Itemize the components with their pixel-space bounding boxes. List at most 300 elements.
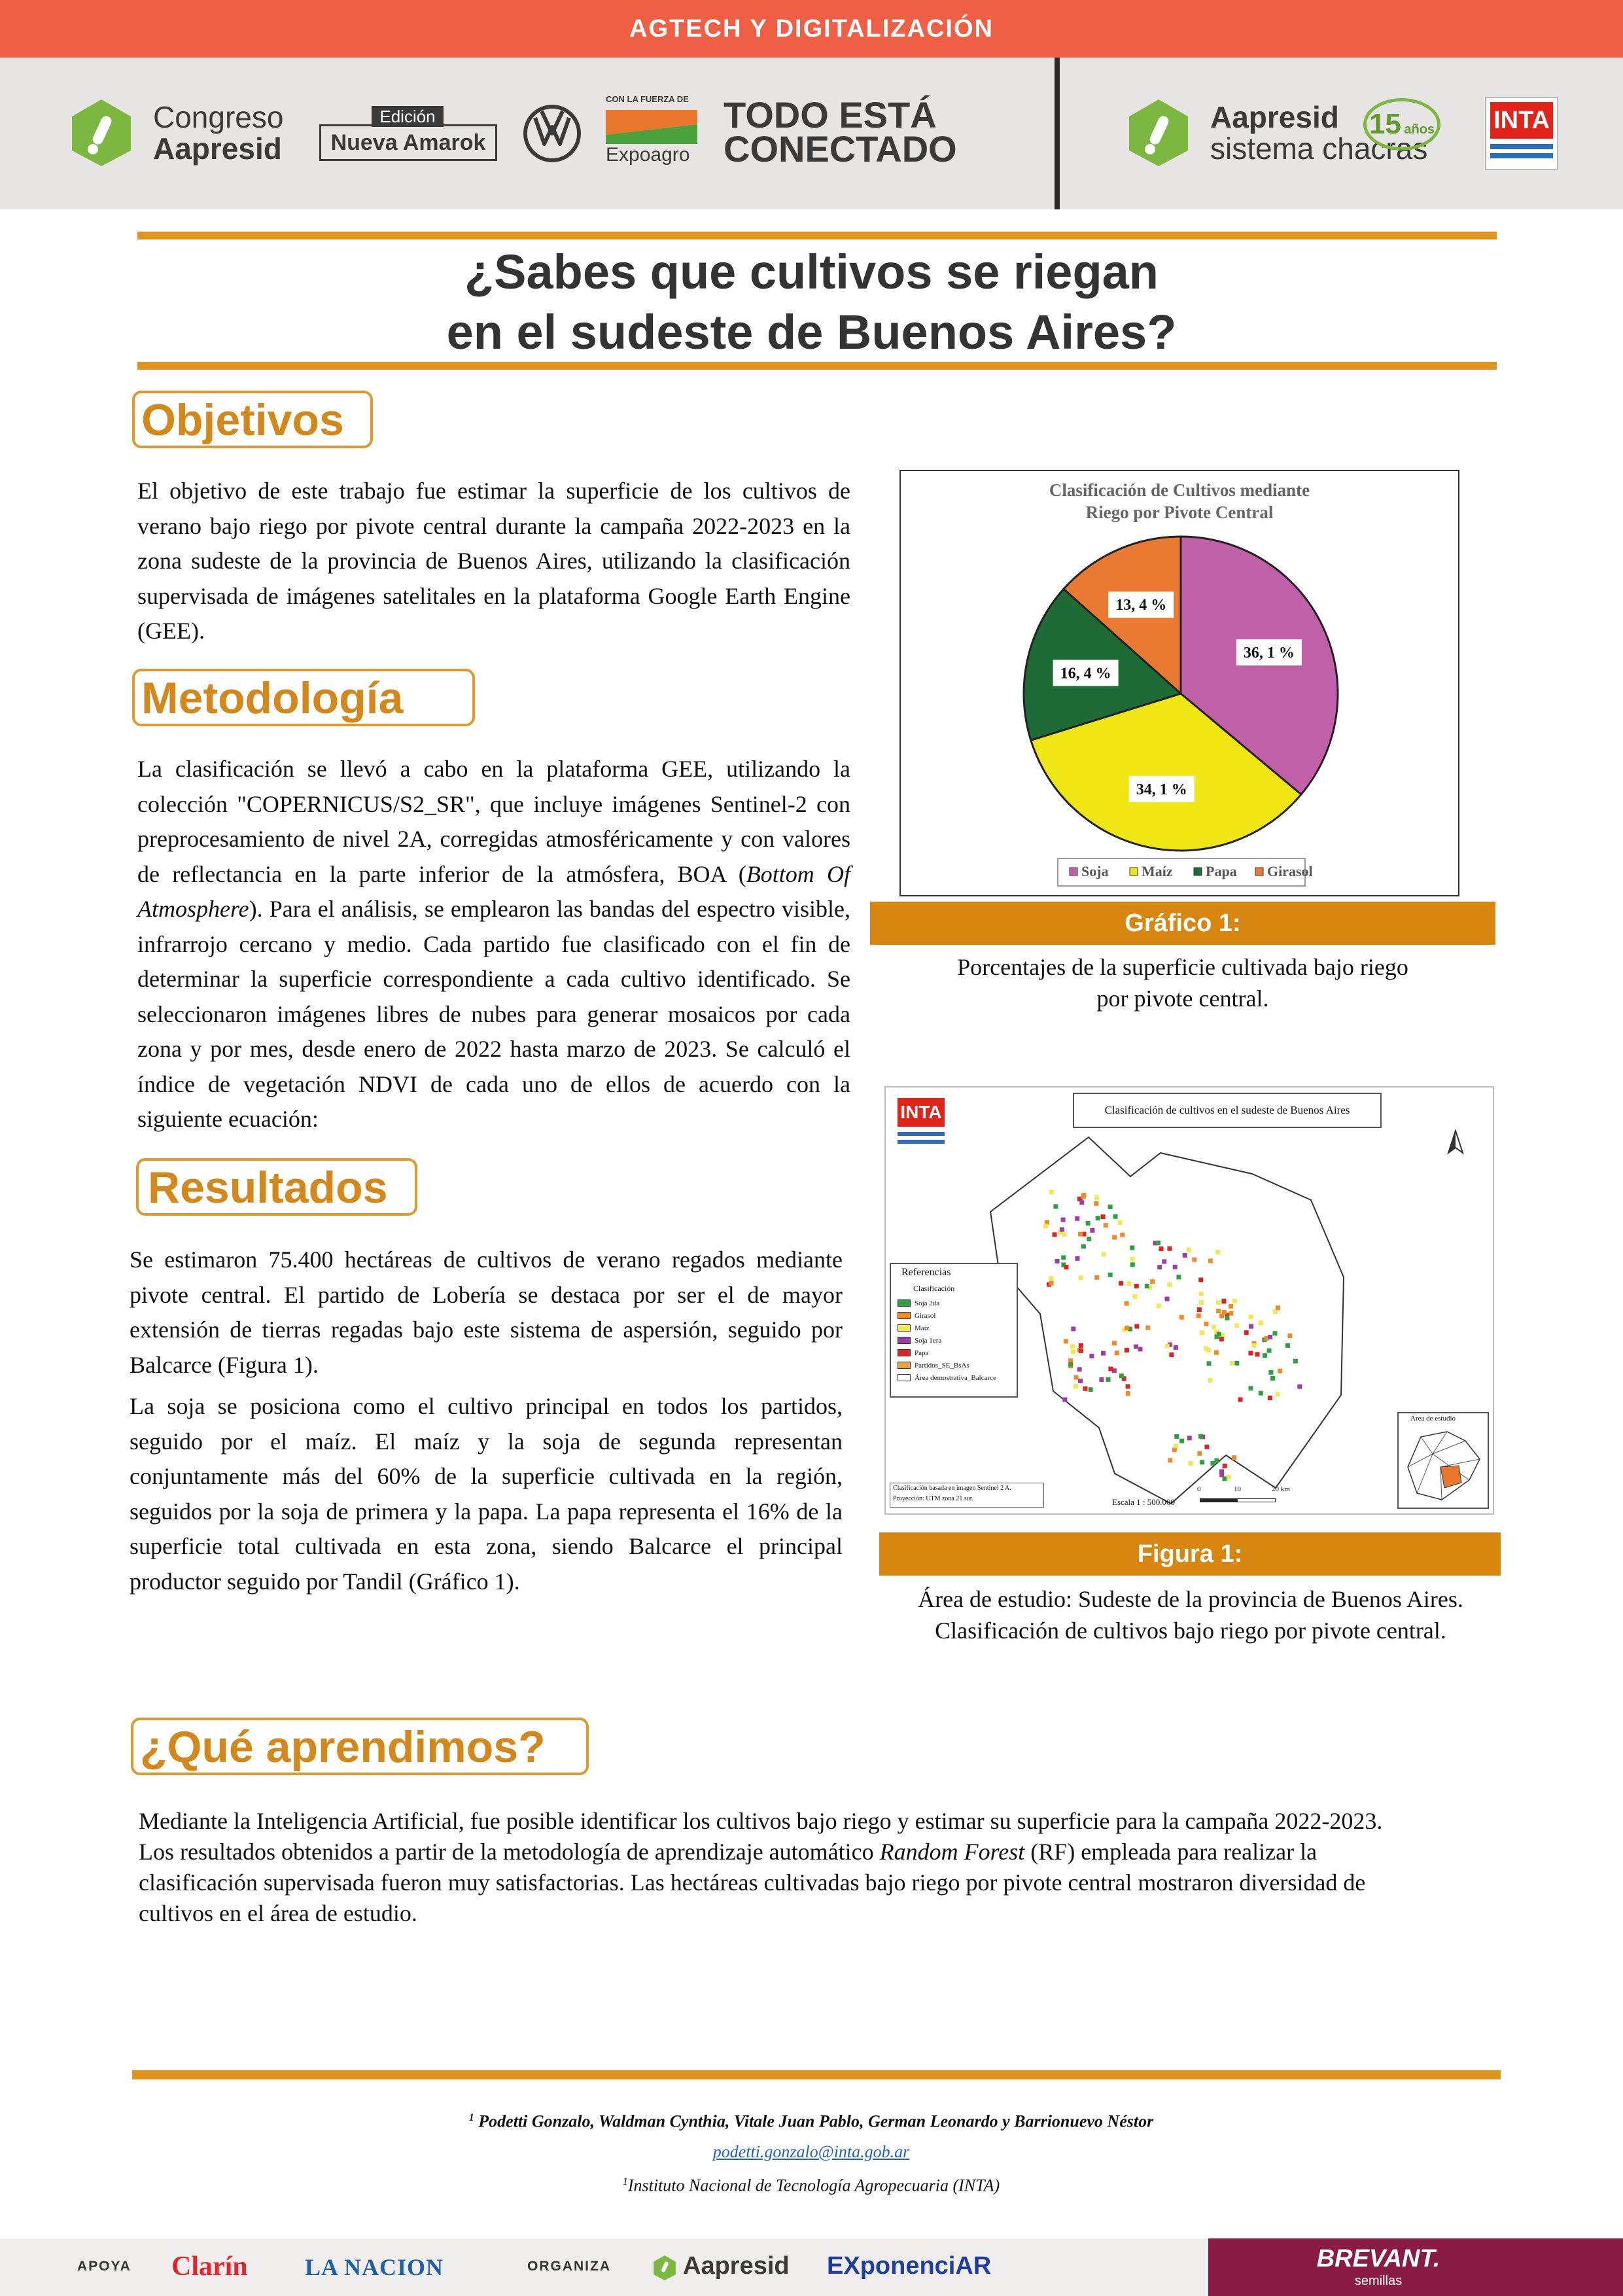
map-pivot-dot bbox=[1100, 1214, 1105, 1219]
resultados-p1: Se estimaron 75.400 hectáreas de cultivos de verano regados mediante pivote central. El partido de Lobería se destaca por ser el de mayor extensión de tierras regadas bajo este sistema de aspersión, seguido por Balcarce (Figura 1). bbox=[130, 1246, 843, 1378]
legend-label-girasol: Girasol bbox=[1267, 863, 1313, 879]
map-pivot-dot bbox=[1157, 1265, 1162, 1269]
map-pivot-dot bbox=[1134, 1324, 1139, 1329]
map-pivot-dot bbox=[1238, 1398, 1243, 1402]
congreso-aapresid-logo bbox=[63, 97, 292, 169]
map-pivot-dot bbox=[1276, 1305, 1280, 1310]
map-legend-item bbox=[898, 1309, 996, 1322]
map-pivot-dot bbox=[1272, 1331, 1277, 1335]
map-pivot-dot bbox=[1089, 1354, 1094, 1358]
map-pivot-dot bbox=[1268, 1370, 1273, 1375]
map-pivot-dot bbox=[1285, 1343, 1290, 1348]
map-scale-tick-0: 0 bbox=[1197, 1485, 1201, 1493]
svg-text:16, 4 %: 16, 4 % bbox=[1060, 665, 1111, 682]
map-legend-swatch bbox=[898, 1362, 911, 1369]
congreso-line2: Aapresid bbox=[153, 132, 282, 166]
legend-label-papa: Papa bbox=[1206, 863, 1237, 879]
map-pivot-dot bbox=[1293, 1359, 1298, 1364]
map-pivot-dot bbox=[1081, 1194, 1086, 1199]
map-pivot-dot bbox=[1229, 1311, 1233, 1316]
authors-email-link[interactable]: podetti.gonzalo@inta.gob.ar bbox=[712, 2142, 910, 2161]
authors bbox=[131, 2103, 1492, 2200]
map-pivot-dot bbox=[1099, 1377, 1104, 1382]
map-pivot-dot bbox=[1132, 1294, 1137, 1299]
map-pivot-dot bbox=[1249, 1315, 1253, 1319]
chacras-leaf-icon bbox=[1120, 97, 1197, 169]
legend-swatch-soja bbox=[1070, 868, 1077, 875]
map-pivot-dot bbox=[1197, 1307, 1202, 1312]
slogan bbox=[724, 94, 1011, 169]
map-pivot-dot bbox=[1052, 1232, 1056, 1237]
map-pivot-dot bbox=[1064, 1339, 1068, 1343]
map-pivot-dot bbox=[1198, 1434, 1203, 1439]
map-legend-label: Área demostrativa_Balcarce bbox=[915, 1373, 996, 1382]
map-legend-swatch bbox=[898, 1324, 911, 1332]
legend-swatch-girasol bbox=[1255, 868, 1263, 875]
map-pivot-dot bbox=[1130, 1245, 1134, 1250]
inta-logo-text: INTA bbox=[1490, 102, 1553, 139]
slogan-line2: CONECTADO bbox=[724, 128, 957, 169]
map-pivot-dot bbox=[1165, 1344, 1170, 1349]
map-pivot-dot bbox=[1087, 1237, 1091, 1241]
authors-sup: 1 bbox=[468, 2112, 474, 2123]
map-legend bbox=[890, 1263, 1018, 1398]
map-pivot-dot bbox=[1169, 1352, 1174, 1357]
title-rule-top bbox=[137, 232, 1497, 239]
metodologia-text bbox=[137, 752, 850, 1137]
map-pivot-dot bbox=[1217, 1332, 1221, 1337]
edicion-label: Edición bbox=[372, 106, 444, 127]
map-note-line2: Proyección: UTM zona 21 sur. bbox=[893, 1495, 974, 1502]
map-pivot-dot bbox=[1145, 1326, 1150, 1330]
congreso-line1: Congreso bbox=[153, 100, 284, 134]
figura-caption-bar: Figura 1: bbox=[879, 1532, 1501, 1576]
map-pivot-dot bbox=[1126, 1384, 1130, 1388]
title-line2: en el sudeste de Buenos Aires? bbox=[446, 305, 1177, 359]
map-legend-subtitle: Clasificación bbox=[913, 1284, 955, 1293]
map-pivot-dot bbox=[1263, 1353, 1267, 1358]
title-line1: ¿Sabes que cultivos se riegan bbox=[464, 245, 1159, 299]
authors-names: Podetti Gonzalo, Waldman Cynthia, Vitale Juan Pablo, German Leonardo y Barrionuevo Néstor bbox=[478, 2111, 1154, 2131]
map-pivot-dot bbox=[1197, 1451, 1202, 1456]
pie-label-soja bbox=[1236, 639, 1302, 665]
anios-label: años bbox=[1404, 122, 1435, 137]
partidos-outline bbox=[990, 1137, 1344, 1504]
map-pivot-dot bbox=[1134, 1345, 1138, 1349]
edicion-badge bbox=[319, 106, 497, 161]
map-pivot-dot bbox=[1168, 1458, 1172, 1462]
anios-badge bbox=[1363, 98, 1440, 150]
resultados-p2: La soja se posiciona como el cultivo principal en todos los partidos, seguido por el maíz. El maíz y la soja de segunda representan conjuntamente más del 60% de la superficie cultivada en la región, seguidos por la soja de primera y la papa. La papa representa el 16% de la superficie total cultivada en esta zona, siendo Balcarce el principal productor seguido por Tandil (Gráfico 1). bbox=[130, 1393, 843, 1595]
chart-title-line1: Clasificación de Cultivos mediante bbox=[1049, 480, 1310, 500]
anios-number: 15 bbox=[1369, 108, 1401, 140]
map-pivot-dot bbox=[1064, 1265, 1068, 1269]
map-pivot-dot bbox=[1043, 1224, 1048, 1228]
map-pivot-dot bbox=[1248, 1386, 1253, 1390]
aprendimos-text bbox=[139, 1806, 1499, 1929]
map-pivot-dot bbox=[1232, 1299, 1237, 1303]
title-rule-bottom bbox=[137, 362, 1497, 370]
map-pivot-dot bbox=[1179, 1315, 1184, 1320]
map-pivot-dot bbox=[1106, 1377, 1111, 1382]
map-pivot-dot bbox=[1130, 1257, 1135, 1262]
map-pivot-dot bbox=[1126, 1281, 1131, 1286]
map-pivot-dot bbox=[1081, 1244, 1086, 1248]
figura-caption bbox=[870, 1583, 1511, 1646]
map-pivot-dot bbox=[1125, 1348, 1129, 1352]
map-pivot-dot bbox=[1079, 1343, 1083, 1348]
map-pivot-dot bbox=[1112, 1341, 1117, 1345]
map-pivot-dot bbox=[1120, 1233, 1125, 1237]
map-pivot-dot bbox=[1276, 1392, 1280, 1396]
map-pivot-dot bbox=[1225, 1316, 1229, 1320]
map-pivot-dot bbox=[1049, 1276, 1053, 1280]
map-pivot-dot bbox=[1198, 1277, 1203, 1282]
map-pivot-dot bbox=[1108, 1205, 1113, 1209]
map-pivot-dot bbox=[1259, 1320, 1263, 1325]
map-legend-items bbox=[898, 1297, 996, 1384]
svg-text:36, 1 %: 36, 1 % bbox=[1243, 645, 1295, 662]
map-note-line1: Clasificación basada en imagen Sentinel 2 A. bbox=[893, 1485, 1011, 1492]
map-pivot-dot bbox=[1108, 1367, 1113, 1371]
svg-text:13, 4 %: 13, 4 % bbox=[1115, 597, 1167, 614]
institution-sup: 1 bbox=[622, 2176, 628, 2187]
map-legend-swatch bbox=[898, 1337, 911, 1344]
map-pivot-dot bbox=[1125, 1326, 1129, 1330]
map-pivot-dot bbox=[1248, 1351, 1253, 1356]
map-pivot-dot bbox=[1078, 1379, 1083, 1383]
map-pivot-dot bbox=[1134, 1284, 1139, 1288]
inset-province-icon bbox=[1401, 1428, 1486, 1506]
expoagro-top: CON LA FUERZA DE bbox=[606, 94, 689, 104]
map-pivot-dot bbox=[1206, 1348, 1211, 1352]
map-pivot-dot bbox=[1075, 1216, 1079, 1221]
inta-stripe-2 bbox=[1490, 153, 1553, 158]
map-title: Clasificación de cultivos en el sudeste de Buenos Aires bbox=[1073, 1093, 1382, 1128]
footer-brevant: BREVANT. bbox=[1316, 2245, 1440, 2272]
edicion-name: Nueva Amarok bbox=[319, 124, 497, 161]
resultados-heading: Resultados bbox=[136, 1158, 417, 1216]
map-pivot-dot bbox=[1090, 1228, 1094, 1233]
map-pivot-dot bbox=[1102, 1252, 1106, 1257]
expoagro-mark-icon bbox=[606, 110, 697, 144]
footer-lanacion: LA NACION bbox=[305, 2254, 444, 2280]
map-pivot-dot bbox=[1053, 1204, 1058, 1209]
map-pivot-dot bbox=[1125, 1301, 1129, 1306]
pie-chart-svg bbox=[901, 471, 1458, 895]
metodologia-heading: Metodología bbox=[132, 669, 475, 726]
map-pivot-dot bbox=[1094, 1201, 1098, 1206]
map-pivot-dot bbox=[1189, 1461, 1193, 1466]
footer-exponencial: EXponenciAR bbox=[827, 2252, 992, 2280]
map-pivot-dot bbox=[1179, 1439, 1184, 1443]
map-pivot-dot bbox=[1278, 1369, 1282, 1373]
map-pivot-dot bbox=[1083, 1386, 1087, 1391]
vw-logo-icon bbox=[522, 103, 582, 164]
map-pivot-dot bbox=[1208, 1378, 1212, 1383]
aprendimos-line2 bbox=[139, 1837, 1499, 1867]
pie-label-maíz bbox=[1129, 776, 1195, 802]
map-pivot-dot bbox=[1068, 1362, 1073, 1366]
map-pivot-dot bbox=[1255, 1352, 1260, 1356]
map-pivot-dot bbox=[1089, 1387, 1093, 1392]
map-pivot-dot bbox=[1138, 1347, 1142, 1351]
sistema-chacras-logo bbox=[1120, 97, 1460, 169]
legend-swatch-maíz bbox=[1130, 868, 1138, 875]
map-pivot-dot bbox=[1119, 1281, 1123, 1286]
aprendimos-line2-b: (RF) empleada para realizar la bbox=[1024, 1839, 1318, 1865]
expoagro-name: Expoagro bbox=[606, 144, 690, 166]
logo-separator bbox=[1055, 58, 1060, 209]
map-legend-label: Soja 1era bbox=[915, 1336, 942, 1345]
metodologia-text-italic: Bottom Of Atmosphere bbox=[137, 860, 850, 922]
map-pivot-dot bbox=[1252, 1343, 1257, 1348]
authors-names-row bbox=[131, 2103, 1492, 2137]
legend-label-maíz: Maíz bbox=[1142, 863, 1173, 879]
grafico-caption-line1: Porcentajes de la superficie cultivada bajo riego bbox=[957, 954, 1408, 980]
map-pivot-dot bbox=[1071, 1326, 1075, 1331]
footer-clarin: Clarín bbox=[171, 2252, 248, 2282]
footer-aapresid: Aapresid bbox=[683, 2252, 790, 2280]
svg-text:34, 1 %: 34, 1 % bbox=[1136, 781, 1187, 798]
map-pivot-dot bbox=[1118, 1220, 1123, 1225]
map-pivot-dot bbox=[1049, 1190, 1054, 1194]
metodologia-text-a: La clasificación se llevó a cabo en la plataforma GEE, utilizando la colección "COPERNICUS/S2_SR", que incluye imágenes Sentinel-2 con preprocesamiento de nivel 2A, corregidas atmosféricamente y con valores de reflectancia en la parte inferior de la atmósfera, BOA ( bbox=[137, 756, 850, 887]
map-pivot-dot bbox=[1204, 1322, 1208, 1326]
map-pivot-dot bbox=[1259, 1391, 1263, 1396]
top-banner bbox=[0, 0, 1623, 58]
map-inset bbox=[1397, 1412, 1489, 1509]
authors-rule bbox=[132, 2070, 1501, 2079]
map-pivot-dot bbox=[1212, 1325, 1216, 1330]
map-pivot-dot bbox=[1078, 1232, 1083, 1237]
map-pivot-dot bbox=[1287, 1333, 1292, 1338]
map-pivot-dot bbox=[1115, 1351, 1119, 1355]
pie-chart bbox=[899, 470, 1459, 896]
map-pivot-dot bbox=[1061, 1255, 1066, 1260]
map-legend-item bbox=[898, 1359, 996, 1371]
aapresid-leaf-icon bbox=[63, 97, 140, 169]
map-legend-swatch bbox=[898, 1312, 911, 1319]
map-pivot-dot bbox=[1159, 1246, 1164, 1251]
map-pivot-dot bbox=[1112, 1235, 1117, 1239]
map-pivot-dot bbox=[1156, 1241, 1161, 1245]
aprendimos-line1: Mediante la Inteligencia Artificial, fue posible identificar los cultivos bajo riego y estimar su superficie para la campaña 2022-2023. bbox=[139, 1808, 1383, 1834]
map-pivot-dot bbox=[1075, 1256, 1079, 1261]
map-pivot-dot bbox=[1062, 1398, 1067, 1402]
map-pivot-dot bbox=[1108, 1273, 1113, 1277]
aprendimos-line4: cultivos en el área de estudio. bbox=[139, 1900, 417, 1926]
map-pivot-dot bbox=[1249, 1324, 1253, 1329]
aprendimos-line3: clasificación supervisada fueron muy satisfactorias. Las hectáreas cultivadas bajo riego por pivote central mostraron diversidad de bbox=[139, 1869, 1366, 1896]
map-pivot-dot bbox=[1167, 1246, 1172, 1251]
authors-institution: Instituto Nacional de Tecnología Agropecuaria (INTA) bbox=[627, 2176, 1000, 2195]
map-pivot-dot bbox=[1104, 1223, 1108, 1227]
map-pivot-dot bbox=[1199, 1292, 1204, 1296]
map-pivot-dot bbox=[1162, 1259, 1166, 1263]
map-pivot-dot bbox=[1215, 1250, 1220, 1254]
map-pivot-dot bbox=[1174, 1434, 1179, 1439]
map-pivot-dot bbox=[1079, 1200, 1084, 1205]
map-pivot-dot bbox=[1173, 1265, 1178, 1269]
footer-apoya: APOYA bbox=[77, 2259, 131, 2274]
map-pivot-dot bbox=[1150, 1279, 1155, 1284]
map-legend-item bbox=[898, 1334, 996, 1347]
map-pivot-dot bbox=[1055, 1259, 1060, 1263]
map-pivot-dot bbox=[1113, 1214, 1118, 1219]
map-legend-item bbox=[898, 1371, 996, 1384]
map-pivot-dot bbox=[1219, 1337, 1224, 1341]
map-pivot-dot bbox=[1049, 1281, 1054, 1286]
map-pivot-dot bbox=[1070, 1344, 1075, 1349]
inta-logo-top bbox=[1485, 97, 1558, 170]
map-pivot-dot bbox=[1071, 1349, 1075, 1354]
figura-caption-line1: Área de estudio: Sudeste de la provincia de Buenos Aires. bbox=[918, 1586, 1463, 1612]
pie-legend bbox=[1058, 858, 1313, 886]
map-pivot-dot bbox=[1094, 1195, 1099, 1200]
map-legend-label: Soja 2da bbox=[915, 1299, 940, 1307]
objetivos-text: El objetivo de este trabajo fue estimar la superficie de los cultivos de verano bajo riego por pivote central durante la campaña 2022-2023 en la zona sudeste de la provincia de Buenos Aires, utilizando la clasificación supervisada de imágenes satelitales en la plataforma Google Earth Engine (GEE). bbox=[137, 478, 850, 644]
map-pivot-dot bbox=[1157, 1303, 1161, 1308]
map-pivot-dot bbox=[1234, 1323, 1239, 1328]
map-pivot-dot bbox=[1230, 1361, 1234, 1366]
map-pivot-dot bbox=[1077, 1367, 1082, 1371]
map-pivot-dot bbox=[1223, 1464, 1227, 1468]
map-note bbox=[890, 1483, 1044, 1508]
map-scale-tick-10: 10 bbox=[1234, 1485, 1241, 1493]
map-legend-title: Referencias bbox=[901, 1267, 951, 1278]
figura-caption-line2: Clasificación de cultivos bajo riego por pivote central. bbox=[935, 1617, 1446, 1644]
map-pivot-dot bbox=[1167, 1282, 1172, 1287]
map-pivot-dot bbox=[1210, 1461, 1215, 1466]
map-pivot-dot bbox=[1174, 1345, 1178, 1350]
map-pivot-dot bbox=[1196, 1313, 1201, 1318]
footer-aapresid-leaf-icon bbox=[650, 2253, 679, 2282]
map-scale: Escala 1 : 500.000 bbox=[1112, 1497, 1176, 1507]
map-pivot-dot bbox=[1119, 1373, 1124, 1378]
map-pivot-dot bbox=[1297, 1385, 1302, 1389]
map-legend-item bbox=[898, 1297, 996, 1309]
map-pivot-dot bbox=[1126, 1391, 1130, 1396]
expoagro-logo bbox=[606, 94, 704, 166]
pie-label-papa bbox=[1053, 660, 1119, 686]
map-pivot-dot bbox=[1079, 1275, 1083, 1280]
study-area-map bbox=[884, 1086, 1494, 1515]
map-pivot-dot bbox=[1079, 1349, 1083, 1353]
map-pivot-dot bbox=[1086, 1221, 1091, 1226]
map-pivot-dot bbox=[1229, 1304, 1233, 1309]
map-legend-item bbox=[898, 1347, 996, 1359]
map-pivot-dot bbox=[1221, 1299, 1226, 1303]
map-pivot-dot bbox=[1219, 1472, 1224, 1477]
aprendimos-line2-a: Los resultados obtenidos a partir de la metodología de aprendizaje automático bbox=[139, 1839, 880, 1865]
grafico-caption-line2: por pivote central. bbox=[1096, 985, 1269, 1012]
map-pivot-dot bbox=[1096, 1216, 1100, 1220]
authors-email-row bbox=[131, 2137, 1492, 2167]
map-legend-label: Partidos_SE_BsAs bbox=[915, 1361, 969, 1369]
map-pivot-dot bbox=[1061, 1218, 1066, 1222]
map-pivot-dot bbox=[1200, 1330, 1204, 1335]
map-pivot-dot bbox=[1187, 1248, 1191, 1252]
map-pivot-dot bbox=[1232, 1455, 1236, 1460]
map-pivot-dot bbox=[1073, 1384, 1078, 1388]
map-pivot-dot bbox=[1214, 1351, 1219, 1355]
map-legend-label: Maíz bbox=[915, 1324, 930, 1332]
map-pivot-dot bbox=[1270, 1376, 1275, 1381]
inta-stripes bbox=[1490, 144, 1553, 149]
map-scale-tick-20: 20 km bbox=[1272, 1485, 1290, 1493]
map-pivot-dot bbox=[1214, 1458, 1219, 1463]
map-pivot-dot bbox=[1094, 1275, 1099, 1280]
map-pivot-dot bbox=[1234, 1361, 1239, 1366]
map-pivot-dot bbox=[1207, 1361, 1212, 1366]
map-pivot-dot bbox=[1208, 1258, 1213, 1263]
legend-label-soja: Soja bbox=[1081, 863, 1109, 879]
map-legend-label: Papa bbox=[915, 1349, 929, 1357]
grafico-caption-bar: Gráfico 1: bbox=[870, 902, 1495, 945]
map-pivot-dot bbox=[1130, 1262, 1135, 1267]
map-pivot-dot bbox=[1074, 1375, 1079, 1379]
map-legend-item bbox=[898, 1322, 996, 1334]
aprendimos-heading: ¿Qué aprendimos? bbox=[131, 1718, 589, 1775]
chart-title-line2: Riego por Pivote Central bbox=[1085, 503, 1274, 522]
map-pivot-dot bbox=[1165, 1297, 1170, 1301]
map-pivot-dot bbox=[1062, 1232, 1066, 1237]
map-pivot-dot bbox=[1244, 1330, 1249, 1335]
slogan-line1: TODO ESTÁ bbox=[724, 94, 937, 135]
metodologia-text-b: ). Para el análisis, se emplearon las bandas del espectro visible, infrarrojo cercano y medio. Cada partido fue clasificado con el fin de determinar la superficie correspondiente a cada cultivo identificado. Se seleccionaron imágenes libres de nubes para generar mosaicos por cada zona y por mes, desde enero de 2022 hasta marzo de 2023. Se calculó el índice de vegetación NDVI de cada uno de ellos de acuerdo con la siguiente ecuación: bbox=[137, 896, 850, 1132]
authors-institution-row bbox=[131, 2167, 1492, 2201]
map-pivot-dot bbox=[1200, 1460, 1204, 1464]
map-inset-label: Área de estudio bbox=[1410, 1415, 1456, 1422]
pie-label-girasol bbox=[1108, 592, 1174, 618]
aprendimos-line2-italic: Random Forest bbox=[879, 1839, 1025, 1865]
footer-organiza: ORGANIZA bbox=[527, 2259, 611, 2274]
map-pivot-dot bbox=[1267, 1349, 1272, 1353]
map-pivot-dot bbox=[1216, 1309, 1221, 1313]
map-legend-swatch bbox=[898, 1374, 911, 1381]
footer-semillas: semillas bbox=[1354, 2274, 1403, 2288]
map-pivot-dot bbox=[1183, 1253, 1187, 1258]
map-pivot-dot bbox=[1060, 1227, 1064, 1232]
map-scale-bar bbox=[1200, 1498, 1276, 1502]
chacras-line1: Aapresid bbox=[1210, 100, 1339, 134]
map-legend-swatch bbox=[898, 1349, 911, 1356]
map-legend-swatch bbox=[898, 1299, 911, 1307]
map-legend-label: Girasol bbox=[915, 1311, 936, 1320]
map-pivot-dot bbox=[1219, 1314, 1224, 1318]
chacras-line2: sistema chacras bbox=[1210, 132, 1428, 166]
map-pivot-dot bbox=[1187, 1436, 1192, 1440]
grafico-caption bbox=[870, 951, 1495, 1014]
page-title bbox=[131, 242, 1492, 362]
map-pivot-dot bbox=[1174, 1443, 1178, 1448]
map-pivot-dot bbox=[1268, 1335, 1272, 1339]
map-pivot-dot bbox=[1204, 1445, 1209, 1449]
map-pivot-dot bbox=[1145, 1284, 1149, 1288]
map-pivot-dot bbox=[1101, 1351, 1106, 1356]
map-pivot-dot bbox=[1268, 1396, 1272, 1400]
objetivos-heading: Objetivos bbox=[132, 391, 373, 448]
map-pivot-dot bbox=[1176, 1275, 1181, 1279]
legend-swatch-papa bbox=[1194, 868, 1202, 875]
map-pivot-dot bbox=[1192, 1258, 1196, 1262]
brevant-block bbox=[1208, 2238, 1623, 2296]
map-pivot-dot bbox=[1227, 1475, 1231, 1479]
map-inta-text: INTA bbox=[898, 1098, 945, 1127]
banner-title: AGTECH Y DIGITALIZACIÓN bbox=[629, 14, 994, 43]
map-pivot-dot bbox=[1216, 1300, 1221, 1305]
